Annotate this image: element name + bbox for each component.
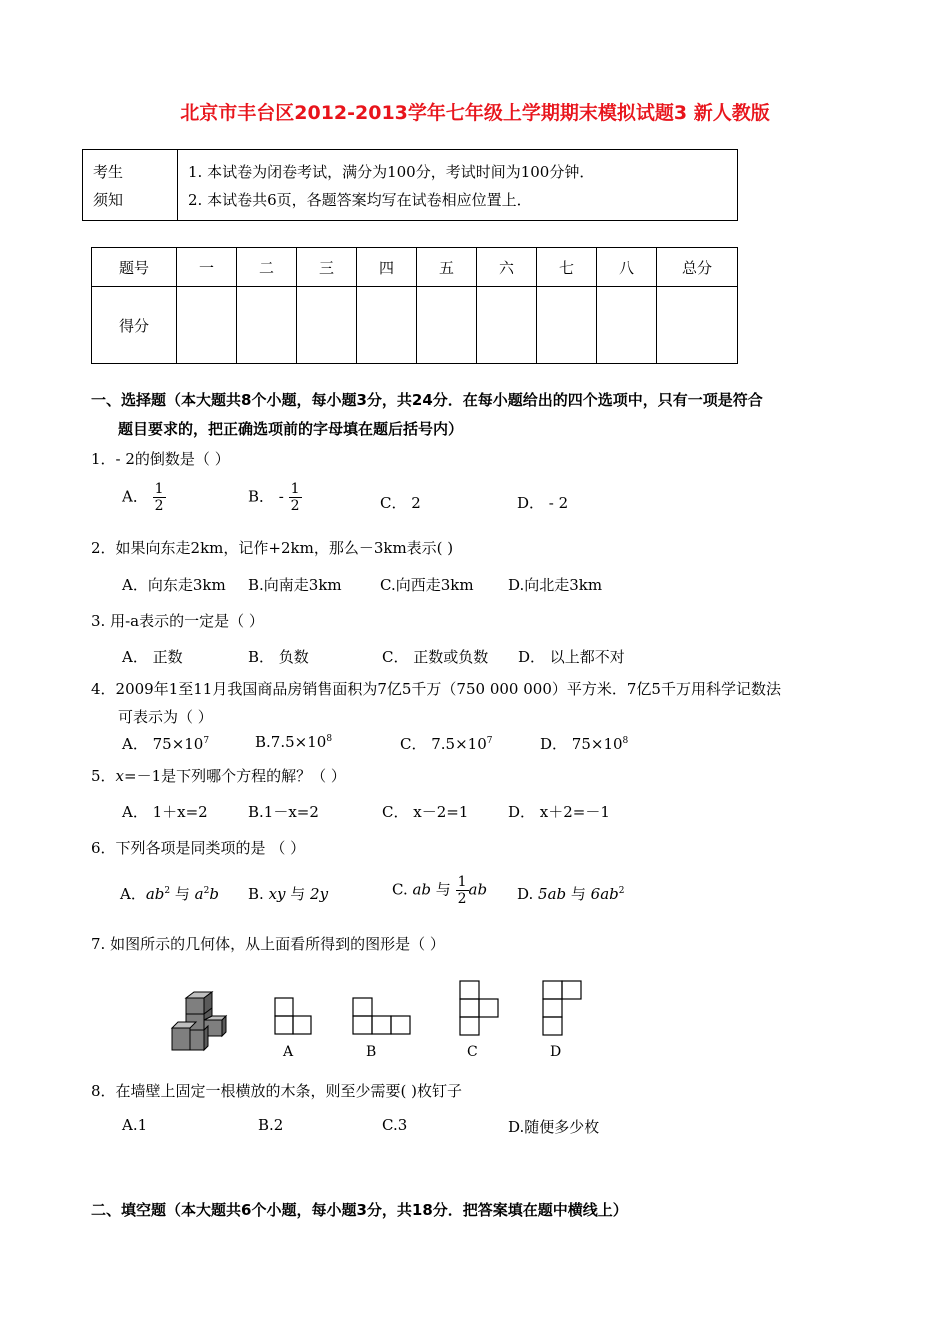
q3-option-b: B． 负数 bbox=[248, 648, 309, 666]
q2-option-c: C.向西走3km bbox=[380, 576, 474, 594]
q3-option-c: C． 正数或负数 bbox=[382, 648, 489, 666]
q3-stem: 3. 用-a表示的一定是（ ） bbox=[91, 612, 264, 630]
score-row bbox=[92, 287, 738, 364]
score-header-cell: 八 bbox=[597, 248, 657, 287]
score-cell bbox=[657, 287, 738, 364]
q6-a-term2: a bbox=[194, 885, 204, 903]
q4-option-a bbox=[122, 733, 209, 754]
q5-option-c: C． x－2=1 bbox=[382, 803, 469, 821]
q8-option-c: C.3 bbox=[382, 1116, 408, 1134]
q4-d-exp: 8 bbox=[622, 736, 629, 746]
q8-option-a: A.1 bbox=[122, 1116, 148, 1134]
q6-a-term1: ab bbox=[145, 885, 165, 903]
q1-b-den: 2 bbox=[290, 498, 300, 514]
q6-stem: 6．下列各项是同类项的是 （ ） bbox=[91, 839, 306, 857]
q4-a-base: A． 75×10 bbox=[122, 735, 204, 753]
score-table bbox=[91, 247, 738, 364]
q6-c-prefix: C. bbox=[392, 880, 413, 899]
score-header-cell: 三 bbox=[297, 248, 357, 287]
section1-heading-line2: 题目要求的，把正确选项前的字母填在题后括号内） bbox=[118, 420, 464, 438]
q7-label-d: D bbox=[550, 1044, 562, 1060]
q4-c-base: C． 7.5×10 bbox=[400, 735, 487, 753]
notice-item-1: 1. 本试卷为闭卷考试，满分为100分，考试时间为100分钟． bbox=[188, 163, 595, 181]
score-header-cell: 六 bbox=[477, 248, 537, 287]
q4-option-b bbox=[255, 733, 332, 751]
q6-b-term2: 2y bbox=[310, 885, 329, 903]
q7-label-b: B bbox=[366, 1044, 377, 1060]
q1-a-fraction bbox=[153, 481, 166, 514]
score-header-cell: 二 bbox=[237, 248, 297, 287]
q6-a-term1-exp: 2 bbox=[164, 886, 171, 896]
q6-b-prefix: B. bbox=[248, 885, 269, 903]
q6-c-fraction bbox=[456, 874, 469, 907]
score-header-cell: 总分 bbox=[657, 248, 738, 287]
q4-option-d bbox=[540, 733, 628, 754]
q5-variable: x bbox=[115, 767, 125, 785]
score-header-cell: 一 bbox=[177, 248, 237, 287]
score-cell bbox=[177, 287, 237, 364]
q2-option-a: A．向东走3km bbox=[122, 576, 226, 594]
score-cell bbox=[357, 287, 417, 364]
q6-c-term1: ab bbox=[412, 880, 432, 899]
score-cell bbox=[297, 287, 357, 364]
q1-a-den: 2 bbox=[154, 498, 164, 514]
notice-label-line2: 须知 bbox=[93, 191, 124, 209]
score-header-cell: 四 bbox=[357, 248, 417, 287]
q6-d-prefix: D. bbox=[517, 885, 539, 903]
q5-option-d: D． x＋2=－1 bbox=[508, 803, 610, 821]
score-row-label: 得分 bbox=[92, 287, 177, 364]
q6-b-term1: xy bbox=[268, 885, 286, 903]
q6-option-d bbox=[517, 883, 625, 904]
q4-stem-line2: 可表示为（ ） bbox=[118, 708, 213, 726]
q1-b-num: 1 bbox=[290, 481, 300, 497]
q6-option-b bbox=[248, 883, 328, 904]
q5-option-b: B.1－x=2 bbox=[248, 803, 319, 821]
q5-stem-rest: =－1是下列哪个方程的解？（ ） bbox=[124, 767, 346, 785]
q4-option-c bbox=[400, 733, 493, 754]
cube-figure bbox=[168, 990, 230, 1054]
score-header-cell: 七 bbox=[537, 248, 597, 287]
notice-label-line1: 考生 bbox=[93, 163, 124, 181]
score-cell bbox=[237, 287, 297, 364]
notice-table bbox=[82, 149, 738, 221]
q3-option-d: D． 以上都不对 bbox=[518, 648, 625, 666]
q6-c-mid: 与 bbox=[431, 880, 456, 899]
q8-option-d: D.随便多少枚 bbox=[508, 1118, 600, 1136]
score-cell bbox=[477, 287, 537, 364]
q6-c-term2: ab bbox=[468, 880, 488, 899]
q6-c-num: 1 bbox=[457, 874, 467, 890]
q6-d-exp: 2 bbox=[618, 886, 625, 896]
notice-label bbox=[83, 150, 178, 221]
q4-b-base: B.7.5×10 bbox=[255, 733, 327, 751]
q2-option-b: B.向南走3km bbox=[248, 576, 342, 594]
q7-label-a: A bbox=[283, 1044, 294, 1060]
notice-item-2: 2. 本试卷共6页，各题答案均写在试卷相应位置上． bbox=[188, 191, 532, 209]
score-cell bbox=[537, 287, 597, 364]
q1-a-prefix: A． bbox=[122, 487, 148, 506]
section1-heading-line1: 一、选择题（本大题共8个小题，每小题3分，共24分．在每小题给出的四个选项中，只有一项是符合 bbox=[91, 391, 763, 409]
q4-stem-line1: 4．2009年1至11月我国商品房销售面积为7亿5千万（750 000 000）平方米．7亿5千万用科学记数法 bbox=[91, 680, 781, 698]
q7-stem: 7. 如图所示的几何体，从上面看所得到的图形是（ ） bbox=[91, 935, 445, 953]
q1-b-fraction bbox=[289, 481, 302, 514]
q4-a-exp: 7 bbox=[203, 736, 210, 746]
q4-b-exp: 8 bbox=[326, 734, 333, 744]
q6-b-mid: 与 bbox=[285, 885, 311, 903]
q2-option-d: D.向北走3km bbox=[508, 576, 603, 594]
notice-content bbox=[178, 150, 738, 221]
q6-option-a bbox=[120, 883, 219, 904]
q1-option-d: D． - 2 bbox=[517, 494, 569, 512]
q6-d-mid: 与 bbox=[566, 885, 591, 903]
q1-b-prefix: B． - bbox=[248, 487, 284, 506]
q3-option-a: A． 正数 bbox=[122, 648, 183, 666]
score-cell bbox=[417, 287, 477, 364]
q6-a-mid: 与 bbox=[170, 885, 195, 903]
q7-figure-d bbox=[542, 980, 584, 1040]
q8-option-b: B.2 bbox=[258, 1116, 284, 1134]
q1-a-num: 1 bbox=[154, 481, 164, 497]
q1-option-c: C． 2 bbox=[380, 494, 421, 512]
score-header-cell: 五 bbox=[417, 248, 477, 287]
q6-d-term1: 5ab bbox=[538, 885, 567, 903]
q6-option-c bbox=[392, 874, 487, 907]
q6-d-term2: 6ab bbox=[590, 885, 619, 903]
q8-stem: 8．在墙壁上固定一根横放的木条，则至少需要( )枚钉子 bbox=[91, 1082, 463, 1100]
q7-figure-c bbox=[459, 980, 501, 1040]
page-title: 北京市丰台区2012-2013学年七年级上学期期末模拟试题3 新人教版 bbox=[180, 102, 770, 124]
q7-label-c: C bbox=[467, 1044, 478, 1060]
score-header-row bbox=[92, 248, 738, 287]
q1-option-a bbox=[122, 481, 166, 514]
q4-c-exp: 7 bbox=[486, 736, 493, 746]
q6-a-term2-exp: 2 bbox=[203, 886, 210, 896]
q6-c-den: 2 bbox=[457, 891, 467, 907]
section2-heading: 二、填空题（本大题共6个小题，每小题3分，共18分．把答案填在题中横线上） bbox=[91, 1201, 628, 1219]
q7-figure-b bbox=[352, 997, 414, 1037]
q5-option-a: A． 1＋x=2 bbox=[122, 803, 208, 821]
q6-a-term2-tail: b bbox=[209, 885, 219, 903]
score-cell bbox=[597, 287, 657, 364]
q2-stem: 2．如果向东走2km，记作+2km，那么－3km表示( ) bbox=[91, 539, 454, 557]
q5-stem: 5．x=－1是下列哪个方程的解？（ ） bbox=[91, 767, 346, 785]
score-header-cell: 题号 bbox=[92, 248, 177, 287]
q1-stem: 1．- 2的倒数是（ ） bbox=[91, 450, 230, 468]
q7-figure-a bbox=[274, 997, 314, 1037]
q6-a-prefix: A． bbox=[120, 885, 146, 903]
q4-d-base: D． 75×10 bbox=[540, 735, 623, 753]
q1-option-b bbox=[248, 481, 302, 514]
